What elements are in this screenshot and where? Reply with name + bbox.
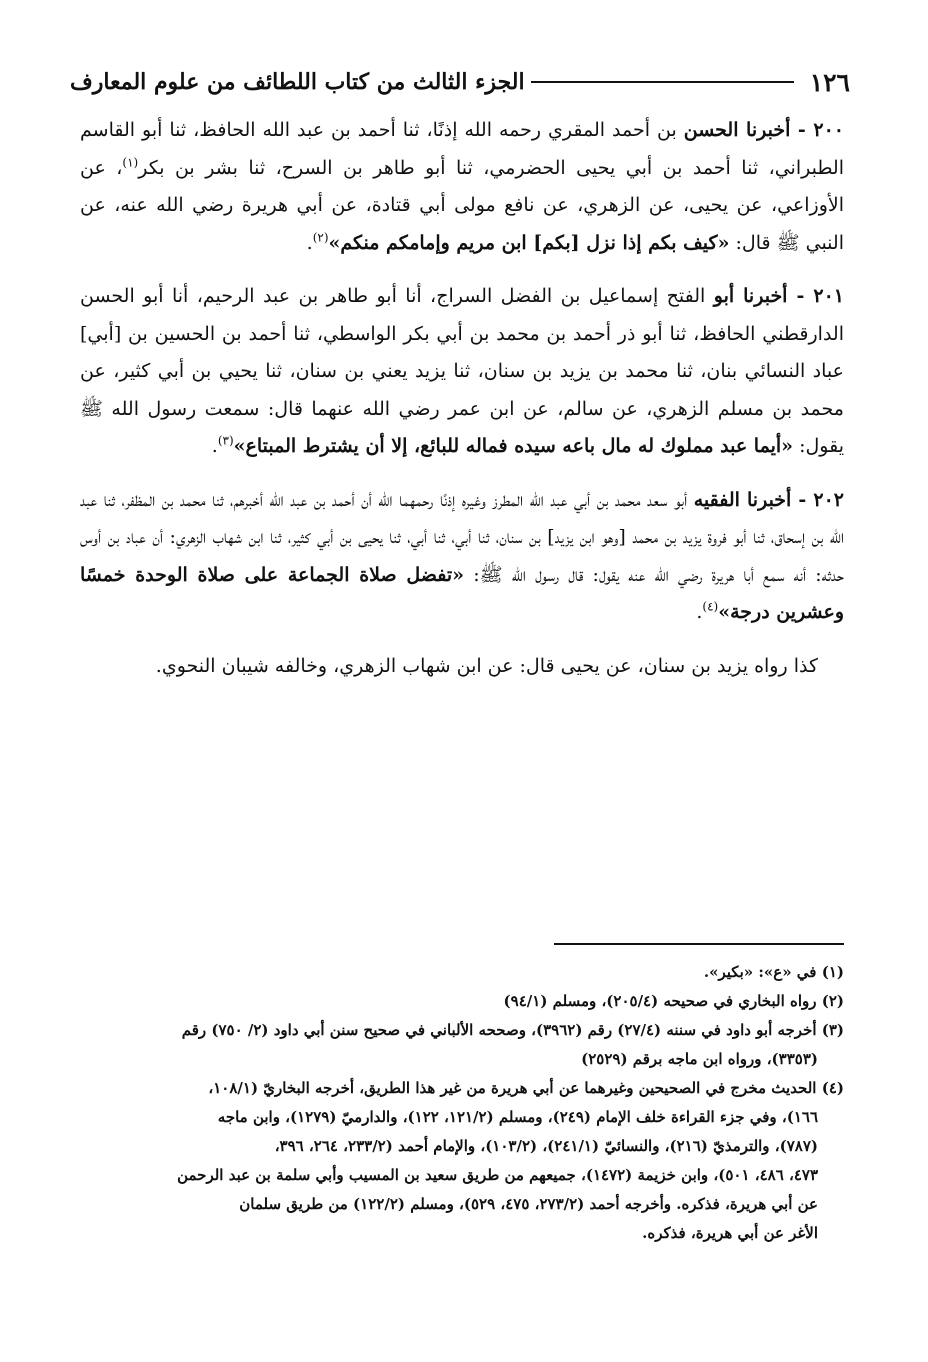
page-number: ١٢٦ bbox=[809, 67, 850, 97]
hadith-number: ٢٠٠ bbox=[813, 119, 844, 141]
footnote-1 bbox=[80, 958, 844, 987]
footnote-text: الحديث مخرج في الصحيحين وغيرهما عن أبي هريرة من غير هذا الطريق، أخرجه البخاريّ (١٠٨/١، bbox=[208, 1079, 817, 1097]
footnote-text: (٣٣٥٣)، ورواه ابن ماجه برقم (٢٥٢٩) bbox=[581, 1050, 818, 1068]
footnote-text: ٤٧٣، ٤٨٦، ٥٠١)، وابن خزيمة (١٤٧٢)، جميعهم من طريق سعيد بن المسيب وأبي سلمة بن عبد الرحمن bbox=[177, 1166, 818, 1184]
footnote-ref: (١) bbox=[122, 155, 139, 170]
isnad-text: ، عن الأوزاعي، عن يحيى، عن الزهري، عن نافع مولى أبي قتادة، عن أبي هريرة رضي الله عنه، عن النبي ﷺ قال: bbox=[80, 156, 844, 254]
footnotes bbox=[80, 958, 844, 1248]
footnote-text: ١٦٦)، وفي جزء القراءة خلف الإمام (٢٤٩)، ومسلم (١٢١/٢، ١٢٢)، والدارميّ (١٢٧٩)، وابن ماجه bbox=[217, 1108, 818, 1126]
hadith-matn: «كيف بكم إذا نزل [بكم] ابن مريم وإمامكم منكم» bbox=[328, 231, 730, 254]
running-title: الجزء الثالث من كتاب اللطائف من علوم المعارف bbox=[70, 69, 525, 95]
hadith-201: ٢٠١ - أخبرنا أبو الفتح إسماعيل بن الفضل السراج، أنا أبو طاهر بن عبد الرحيم، أنا أبو الحسن الدارقطني الحافظ، ثنا أبو ذر أحمد بن محمد بن أبي بكر الواسطي، ثنا أحمد بن الحسين بن [أبي] عباد النسائي بنان، ثنا محمد بن يزيد بن سنان، ثنا يزيد يعني بن سنان، ثنا يحيي بن أبي كثير، عن محمد بن مسلم الزهري، عن سالم، عن ابن عمر رضي الله عنهما قال: سمعت رسول الله ﷺ يقول: «أيما عبد مملوك له مال باعه سيده فماله للبائع، إلا أن يشترط المبتاع»$^{(٣)}$. bbox=[80, 285, 844, 457]
hadith-number: ٢٠١ bbox=[813, 285, 844, 307]
footnote-text: أخرجه أبو داود في سننه (٢٧/٤) رقم (٣٩٦٢)، وصححه الألباني في صحيح سنن أبي داود (٢/ ٧٥٠) رقم bbox=[181, 1021, 817, 1039]
footnote-number: (٢) bbox=[821, 992, 844, 1010]
hadith-matn: «تفضل صلاة الجماعة على صلاة الوحدة خمسًا وعشرين درجة» bbox=[80, 563, 844, 623]
running-header bbox=[70, 60, 850, 104]
hadith-matn: «أيما عبد مملوك له مال باعه سيده فماله للبائع، إلا أن يشترط المبتاع» bbox=[233, 435, 794, 457]
hadith-202: ٢٠٢ - أخبرنا الفقيه أبو سعد محمد بن أبي عبد الله المطرز وغيره إذنًا رحمهما الله أن أحمد بن عبد الله أخبرهم، ثنا محمد بن المظفر، ثنا عبد الله بن إسحاق، ثنا أبو فروة يزيد بن محمد [وهو ابن يزيد] بن سنان، ثنا أبي، ثنا أبي، ثنا يحيى بن أبي كثير، ثنا ابن شهاب الزهري: أن عباد بن أوس حدثه: أنه سمع أبا هريرة رضي الله عنه يقول: قال رسول الله ﷺ: «تفضل صلاة الجماعة على صلاة الوحدة خمسًا وعشرين درجة»$^{(٤)}$. bbox=[80, 488, 844, 623]
footnote-number: (٣) bbox=[821, 1021, 844, 1039]
footnote-4 bbox=[80, 1074, 844, 1248]
hadith-intro: أخبرنا أبو bbox=[713, 285, 788, 307]
hadith-number: ٢٠٢ bbox=[813, 488, 844, 511]
footnote-separator bbox=[554, 943, 844, 945]
hadith-intro: أخبرنا الحسن bbox=[683, 119, 791, 141]
footnote-text: الأغر عن أبي هريرة، فذكره. bbox=[642, 1224, 818, 1242]
isnad-text: أبو سعد محمد بن أبي عبد الله المطرز وغيره إذنًا رحمهما الله أن أحمد بن عبد الله أخبرهم، ثنا محمد بن المظفر، ثنا عبد الله بن إسحاق، ثنا أبو فروة يزيد بن محمد [وهو ابن يزيد] بن سنان، ثنا أبي، ثنا أبي، ثنا يحيى بن أبي كثير، ثنا ابن شهاب الزهري: أن عباد بن أوس حدثه: أنه سمع أبا هريرة رضي الله عنه يقول: قال رسول الله ﷺ: bbox=[80, 488, 844, 586]
isnad-text: الفتح إسماعيل بن الفضل السراج، أنا أبو طاهر بن عبد الرحيم، أنا أبو الحسن الدارقطني الحافظ، ثنا أبو ذر أحمد بن محمد بن أبي بكر الواسطي، ثنا أحمد بن الحسين بن [أبي] عباد النسائي بنان، ثنا محمد بن يزيد بن سنان، ثنا يزيد يعني بن سنان، ثنا يحيي بن أبي كثير، عن محمد بن مسلم الزهري، عن سالم، عن ابن عمر رضي الله عنهما قال: سمعت رسول الله ﷺ يقول: bbox=[80, 285, 844, 457]
footnote-ref: (٣) bbox=[217, 433, 234, 448]
closing-note: كذا رواه يزيد بن سنان، عن يحيى قال: عن ابن شهاب الزهري، وخالفه شيبان النحوي. bbox=[155, 654, 818, 677]
footnote-number: (٤) bbox=[821, 1079, 844, 1097]
footnote-ref: (٢) bbox=[312, 230, 329, 245]
hadith-intro: أخبرنا الفقيه bbox=[693, 488, 792, 511]
footnote-text: (٧٨٧)، والترمذيّ (٢١٦)، والنسائيّ (٢٤١/١)، (١٠٣/٢)، والإمام أحمد (٢٣٣/٢، ٢٦٤، ٣٩٦، bbox=[274, 1137, 818, 1155]
header-rule bbox=[531, 81, 794, 83]
footnote-number: (١) bbox=[821, 963, 844, 981]
hadith-200: ٢٠٠ - أخبرنا الحسن بن أحمد المقري رحمه الله إذنًا، ثنا أحمد بن عبد الله الحافظ، ثنا أبو القاسم الطبراني، ثنا أحمد بن أبي يحيى الحضرمي، ثنا أبو طاهر بن السرح، ثنا بشر بن بكر$^{(١)}$، عن الأوزاعي، عن يحيى، عن الزهري، عن نافع مولى أبي قتادة، عن أبي هريرة رضي الله عنه، عن النبي ﷺ قال: «كيف بكم إذا نزل [بكم] ابن مريم وإمامكم منكم»$^{(٢)}$. bbox=[80, 119, 844, 254]
footnote-text: رواه البخاري في صحيحه (٢٠٥/٤)، ومسلم (٩٤/١) bbox=[503, 992, 817, 1010]
footnote-ref: (٤) bbox=[702, 599, 719, 614]
footnote-text: في «ع»: «بكير». bbox=[703, 963, 817, 981]
footnote-text: عن أبي هريرة، فذكره. وأخرجه أحمد (٢٧٣/٢، ٤٧٥، ٥٢٩)، ومسلم (١٢٢/٢) من طريق سلمان bbox=[239, 1195, 818, 1213]
footnote-2 bbox=[80, 987, 844, 1016]
isnad-text: بن أحمد المقري رحمه الله إذنًا، ثنا أحمد بن عبد الله الحافظ، ثنا أبو القاسم الطبراني، ثنا أحمد بن أبي يحيى الحضرمي، ثنا أبو طاهر بن السرح، ثنا بشر بن بكر bbox=[80, 119, 844, 179]
main-text bbox=[80, 112, 844, 704]
footnote-3 bbox=[80, 1016, 844, 1074]
